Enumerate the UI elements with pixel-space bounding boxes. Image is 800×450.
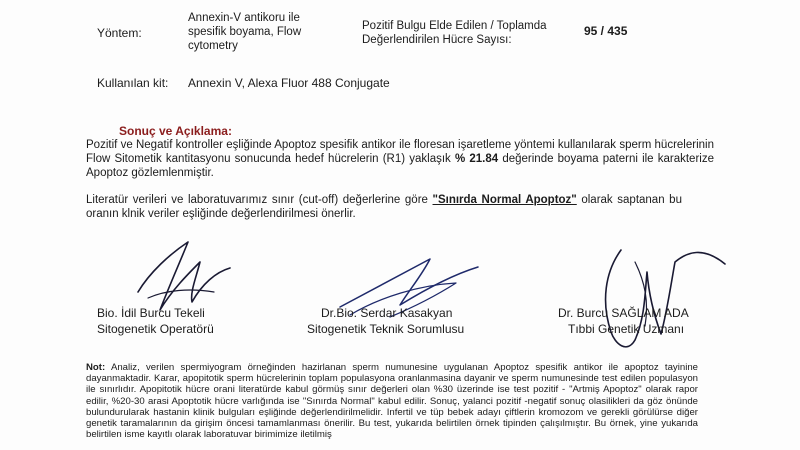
cell-count-label-line: Değerlendirilen Hücre Sayısı:	[362, 34, 512, 46]
apoptosis-percentage: % 21.84	[454, 153, 499, 165]
signature-specialist-icon	[575, 222, 735, 362]
result-text: olarak saptanan bu oranın klnik veriler eşliğinde değerlendirilmesi önerlir.	[86, 194, 682, 220]
signer-name: Dr. Burcu SAĞLAM ADA	[558, 306, 689, 320]
method-label: Yöntem:	[97, 26, 142, 40]
signer-role: Sitogenetik Operatörü	[97, 322, 214, 336]
result-title: Sonuç ve Açıklama:	[119, 124, 232, 138]
signer-role: Tıbbi Genetik Uzmanı	[568, 322, 685, 336]
result-paragraph-1	[86, 138, 714, 180]
signer-role: Sitogenetik Teknik Sorumlusu	[307, 322, 465, 336]
method-value-line: cytometry	[188, 40, 238, 52]
result-text: Literatür verileri ve laboratuvarımız sınır (cut-off) değerlerine göre	[86, 194, 428, 206]
cell-count-label	[362, 19, 547, 47]
signature-block-specialist	[558, 305, 689, 337]
note-label: Not:	[86, 362, 106, 373]
result-paragraph-2	[86, 193, 682, 221]
note-text: Analiz, verilen spermiyogram örneğinden hazirlanan sperm numunesine uygulanan Apoptoz spesifik antikor ile apoptoz tayinine dayanmaktadir. Karar, apopitotik sperm hücrelerinin toplam populasyona oranlanmasina dayanir ve sperm numunesinde test edilen populasyon ile sınırlıdır. Apopitotik hücre orani literatürde kabul görmüş sınır değerleri olan %30 üzerinde ise test pozitif - "Artmiş Apoptoz" olarak rapor edilir, %20-30 arasi Apoptotik hücre varlığında ise "Sınırda Normal" kabul edilir. Sonuç, yalanci pozitif -negatif sonuç olasilikleri da göz önünde bulundurularak hastanin klinik bulguları eşliğinde değerlendirilmelidir. Infertil ve tüp bebek adayı çiftlerin kromozom ve gerekli görülürse diğer genetik taramalarının da girişim öncesi tamamlanması önerilir. Bu test, yukarıda belirtilen örnek tipinden çalışılmıştır. Bu örnek, yine yukarıda belirtilen isme kayıtlı olarak laboratuvar birimimize iletilmiş	[86, 362, 699, 441]
kit-value: Annexin V, Alexa Fluor 488 Conjugate	[188, 76, 390, 90]
signature-block-technical	[307, 305, 464, 337]
signature-block-operator	[97, 305, 214, 337]
method-value-line: Annexin-V antikoru ile	[188, 12, 300, 24]
result-text: Pozitif ve Negatif kontroller eşliğinde Apoptoz spesifik antikor ile floresan işaretleme yöntemi kullanılarak sperm hücrelerinin Flow Sitometik kantitasyonu sonucunda hedef hücrelerin (R1) yaklaşık	[86, 139, 714, 165]
signer-name: Dr.Bio. Serdar Kasakyan	[321, 306, 453, 320]
cell-count-value: 95 / 435	[584, 24, 628, 38]
note-paragraph	[86, 362, 698, 440]
method-value	[188, 11, 301, 53]
method-value-line: spesifik boyama, Flow	[188, 26, 302, 38]
kit-label: Kullanılan kit:	[97, 76, 169, 90]
result-text: değerinde boyama paterni ile karakterize Apoptoz gözlemlenmiştir.	[86, 153, 714, 179]
cell-count-label-line: Pozitif Bulgu Elde Edilen / Toplamda	[362, 20, 547, 32]
result-classification: "Sınırda Normal Apoptoz"	[432, 194, 577, 206]
signer-name: Bio. İdil Burcu Tekeli	[97, 306, 205, 320]
